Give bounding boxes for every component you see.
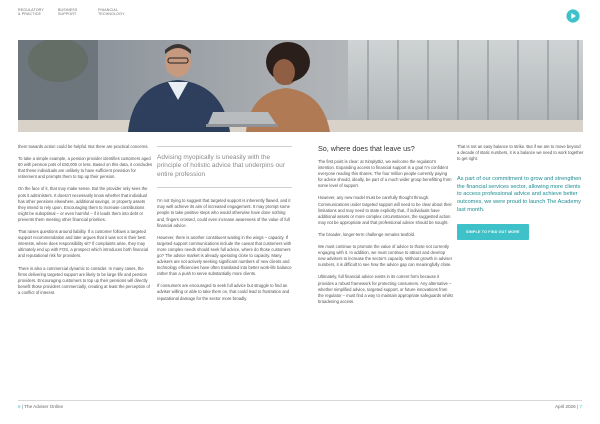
header-category[interactable]: REGULATORY & PRACTICE [18, 8, 44, 17]
article-column-2 [157, 144, 292, 308]
body-paragraph: However, any new model must be carefully thought through. Communications under targeted support will need to be clear about their limitations and may need to state explicitly that, if individuals have additional assets or more complex circumstances, the suggested action may not be appropriate and that professional advice should be sought. [318, 195, 452, 225]
article-column-3 [318, 144, 453, 311]
header-categories [18, 8, 124, 22]
body-paragraph: That is not an easy balance to strike. But if we are to move beyond a decade of static numbers, it is a balance we need to work together to get right. [457, 144, 584, 162]
body-paragraph: The first point is clear: at SimplyBiz, we welcome the regulator's intention. Expanding access to financial support is a goal I'm confident everyone reading this shares. The four million people currently paying for advice should, ideally, be part of a much wider group benefitting from some level of support. [318, 159, 452, 189]
body-paragraph: Ultimately, full financial advice exists in its current form because it provides a robust framework for protecting consumers. Any alternative – whether simplified advice, targeted support, or future innovations from the regulator – must find a way to maintain appropriate safeguards whilst broadening access. [318, 274, 453, 304]
publication-title: The Adviser Online [24, 404, 64, 409]
pull-quote: Advising myopically is uneasily with the principle of holistic advice that underpins our entire profession [157, 146, 292, 188]
body-paragraph: There is also a commercial dynamic to consider. In many cases, the firms delivering targeted support are likely to be large life and pension providers. Encouraging customers to top up their pensions will directly benefit those providers commercially, creating at least the perception of a conflict of interest. [18, 265, 150, 295]
body-paragraph: On the face of it, that may make sense. But the provider only sees the pots it administers. It doesn't necessarily know whether that individual has other pensions elsewhere, additional savings, or property assets they intend to rely upon. Encouraging them to increase contributions might be suboptimal – or even harmful – if it leads them into debt or prevents them meeting other financial priorities. [18, 186, 148, 222]
section-heading: So, where does that leave us? [318, 144, 415, 153]
page-number-right: 7 [579, 404, 582, 409]
body-paragraph: To take a simple example, a pension provider identifies customers aged 60 with pension pots of £50,000 or less. Based on this data, it concludes that these individuals are unlikely to have sufficient provision for retirement and prompts them to top up their pension. [18, 156, 153, 180]
article-column-1 [18, 144, 153, 302]
hero-photo [18, 40, 583, 132]
page-number-left: 6 [18, 404, 21, 409]
find-out-more-button[interactable]: SIMPLE TO FIND OUT MORE [457, 224, 529, 240]
header-category[interactable]: FINANCIAL TECHNOLOGY [98, 8, 125, 17]
body-paragraph: them towards action could be helpful. But there are practical concerns. [18, 144, 149, 149]
footer-right: April 2026 | 7 [554, 404, 582, 409]
article-column-4 [457, 144, 584, 240]
body-paragraph: The broader, longer-term challenge remains twofold. [318, 231, 416, 237]
body-paragraph: I'm not trying to suggest that targeted support is inherently flawed, and it may well achieve its aim of increased engagement. It may prompt some people to take positive steps who would otherwise have done nothing and, fingers crossed, could even increase awareness of the value of full financial advice. [157, 198, 291, 228]
office-meeting-illustration [18, 40, 583, 132]
body-paragraph: We must continue to promote the value of advice to those not currently engaging with it. In addition, we must continue to attract and develop new advisers to increase the sector's capacity. Without growth in adviser numbers, it is difficult to see how the advice gap can meaningfully close. [318, 244, 453, 268]
play-logo-icon [566, 9, 580, 23]
footer-left: 6 | The Adviser Online [18, 404, 64, 409]
header-category[interactable]: BUSINESS SUPPORT [58, 8, 78, 17]
body-paragraph: However, there is another constituent waiting in the wings – capacity. If targeted support communications include the caveat that customers with more complex needs should seek full advice, where do those customers go? The advice market is already operating close to capacity. Many advisers are not actively seeking significant numbers of new clients and technology efficiencies have often translated into better work-life balance rather than a push to serve substantially more clients. [157, 234, 292, 277]
page-footer [18, 400, 582, 412]
body-paragraph: That raises questions around liability. If a customer follows a targeted support recommendation and later argues that it was not in their best interests, where does responsibility sit? If complaints arise, they may ultimately end up with FOS, a prospect which introduces both financial and reputational risk for providers. [18, 229, 149, 259]
issue-date: April 2026 [554, 404, 576, 409]
highlight-statement: As part of our commitment to grow and strengthen the financial services sector, allowing more clients to access professional advice and achieve better outcomes, we were proud to launch The Academy last month. [457, 176, 582, 213]
body-paragraph: If consumers are encouraged to seek full advice but struggle to find an adviser willing or able to take them on, that could lead to frustration and reputational damage for the sector more broadly. [157, 283, 290, 301]
